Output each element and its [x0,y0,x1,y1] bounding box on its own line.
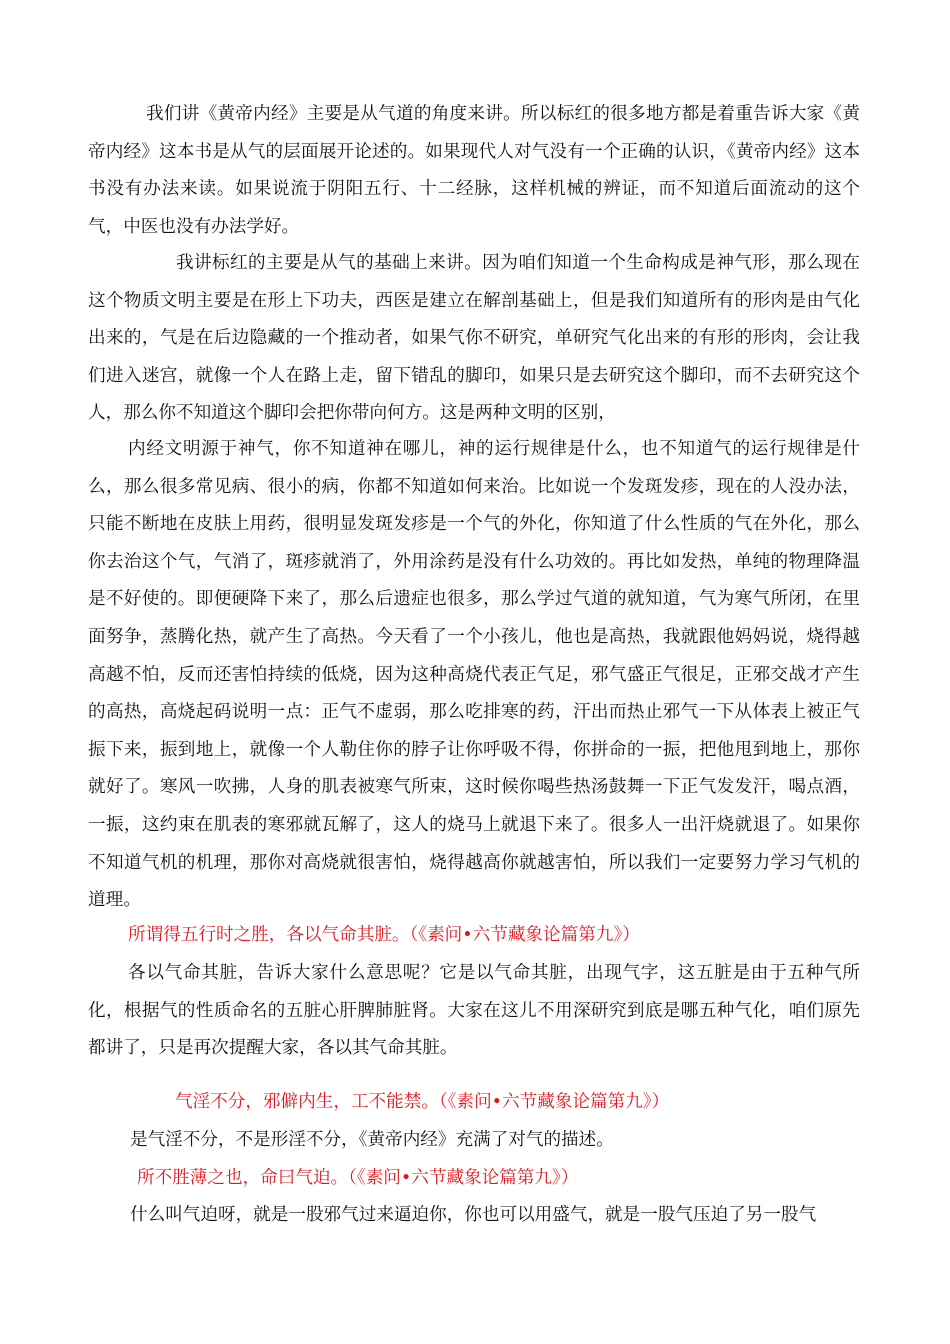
paragraph-qi-po-explained: 什么叫气迫呀，就是一股邪气过来逼迫你，你也可以用盛气，就是一股气压迫了另一股气 [130,1205,817,1225]
quote-wuxing: 所谓得五行时之胜，各以气命其脏。（《素问•六节藏象论篇第九》） [128,925,640,945]
paragraph-qi-yin-explained: 是气淫不分，不是形淫不分，《黄帝内经》充满了对气的描述。 [130,1130,614,1150]
quote-qi-yin: 气淫不分，邪僻内生，工不能禁。（《素问•六节藏象论篇第九》） [175,1092,670,1112]
paragraph-five-organs: 各以气命其脏，告诉大家什么意思呢？它是以气命其脏，出现气字，这五脏是由于五种气所化，根据气的性质命名的五脏心肝脾肺脏肾。大家在这儿不用深研究到底是哪五种气化，咱们原先都讲了，只是再次提醒大家，各以其气命其脏。 [88,963,860,1059]
paragraph-neijing-civilization: 内经文明源于神气，你不知道神在哪儿，神的运行规律是什么，也不知道气的运行规律是什么，那么很多常见病、很小的病，你都不知道如何来治。比如说一个发斑发疹，现在的人没办法，只能不断地在皮肤上用药，很明显发斑发疹是一个气的外化，你知道了什么性质的气在外化，那么你去治这个气，气消了，斑疹就消了，外用涂药是没有什么功效的。再比如发热，单纯的物理降温是不好使的。即便硬降下来了，那么后遗症也很多，那么学过气道的就知道，气为寒气所闭，在里面努争，蒸腾化热，就产生了高热。今天看了一个小孩儿，他也是高热，我就跟他妈妈说，烧得越高越不怕，反而还害怕持续的低烧，因为这种高烧代表正气足，邪气盛正气很足，正邪交战才产生的高热，高烧起码说明一点：正气不虚弱，那么吃排寒的药，汗出而热止邪气一下从体表上被正气振下来，振到地上，就像一个人勒住你的脖子让你呼吸不得，你拼命的一振，把他甩到地上，那你就好了。寒风一吹拂，人身的肌表被寒气所束，这时候你喝些热汤鼓舞一下正气发发汗，喝点酒，一振，这约束在肌表的寒邪就瓦解了，这人的烧马上就退下来了。很多人一出汗烧就退了。如果你不知道气机的机理，那你对高烧就很害怕，烧得越高你就越害怕，所以我们一定要努力学习气机的道理。 [88,439,860,911]
paragraph-red-marks: 我讲标红的主要是从气的基础上来讲。因为咱们知道一个生命构成是神气形，那么现在这个物质文明主要是在形上下功夫，西医是建立在解剖基础上，但是我们知道所有的形肉是由气化出来的，气是在后边隐藏的一个推动者，如果气你不研究，单研究气化出来的有形的形肉，会让我们进入迷宫，就像一个人在路上走，留下错乱的脚印，如果只是去研究这个脚印，而不去研究这个人，那么你不知道这个脚印会把你带向何方。这是两种文明的区别， [88,253,860,424]
quote-qi-po: 所不胜薄之也，命曰气迫。（《素问•六节藏象论篇第九》） [137,1168,579,1188]
paragraph-intro: 我们讲《黄帝内经》主要是从气道的角度来讲。所以标红的很多地方都是着重告诉大家《黄帝内经》这本书是从气的层面展开论述的。如果现代人对气没有一个正确的认识，《黄帝内经》这本书没有办法来读。如果说流于阴阳五行、十二经脉，这样机械的辨证，而不知道后面流动的这个气，中医也没有办法学好。 [88,104,860,237]
